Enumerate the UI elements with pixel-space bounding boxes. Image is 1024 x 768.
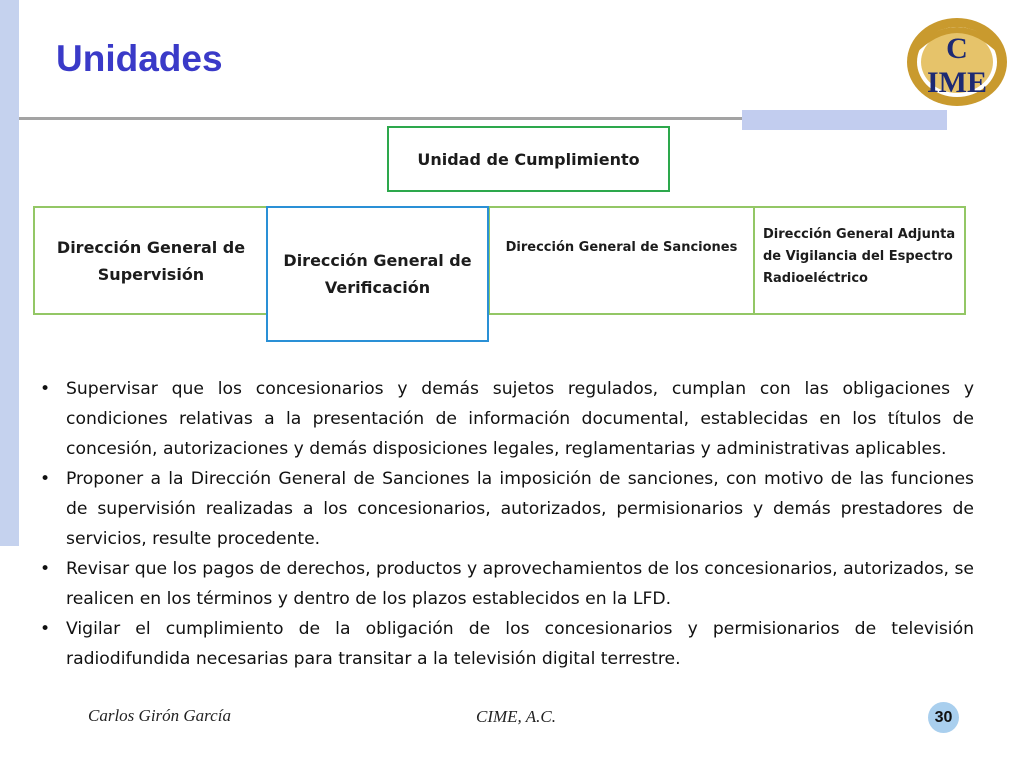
bullet-icon: • — [40, 379, 51, 399]
list-item — [40, 554, 974, 614]
list-item — [40, 614, 974, 674]
left-accent-bar — [0, 0, 19, 546]
org-box-espectro: Dirección General Adjunta de Vigilancia del Espectro Radioeléctrico — [753, 206, 966, 315]
bullet-icon: • — [40, 469, 51, 489]
list-item — [40, 374, 974, 464]
logo-text-top: C — [946, 32, 968, 65]
list-item-text: Supervisar que los concesionarios y demás sujetos regulados, cumplan con las obligaciones y condiciones relativas a la presentación de información documental, establecidas en los títulos de concesión, autorizaciones y demás disposiciones legales, reglamentarias y administrativas aplicables. — [66, 379, 974, 459]
org-box-supervision: Dirección General de Supervisión — [33, 206, 269, 315]
org-box-verificacion: Dirección General de Verificación — [266, 206, 489, 342]
list-item-text: Vigilar el cumplimiento de la obligación de los concesionarios y permisionarios de televisión radiodifundida necesarias para transitar a la televisión digital terrestre. — [66, 619, 974, 669]
org-box-unidad-cumplimiento: Unidad de Cumplimiento — [387, 126, 670, 192]
cime-logo-icon — [903, 12, 1011, 108]
org-box-sanciones: Dirección General de Sanciones — [488, 206, 755, 315]
list-item-text: Revisar que los pagos de derechos, productos y aprovechamientos de los concesionarios, autorizados, se realicen en los términos y dentro de los plazos establecidos en la LFD. — [66, 559, 974, 609]
list-item-text: Proponer a la Dirección General de Sanciones la imposición de sanciones, con motivo de las funciones de supervisión realizadas a los concesionarios, autorizados, permisionarios y demás prestadores de servicios, resulte procedente. — [66, 469, 974, 549]
accent-bar — [742, 110, 947, 130]
slide-title: Unidades — [56, 38, 223, 79]
footer-author: Carlos Girón García — [88, 706, 231, 725]
footer-organization: CIME, A.C. — [476, 707, 556, 726]
list-item — [40, 464, 974, 554]
bullet-icon: • — [40, 559, 51, 579]
function-list — [40, 374, 974, 674]
logo-text-bottom: IME — [927, 66, 987, 99]
page-number-badge: 30 — [928, 702, 959, 733]
bullet-icon: • — [40, 619, 51, 639]
